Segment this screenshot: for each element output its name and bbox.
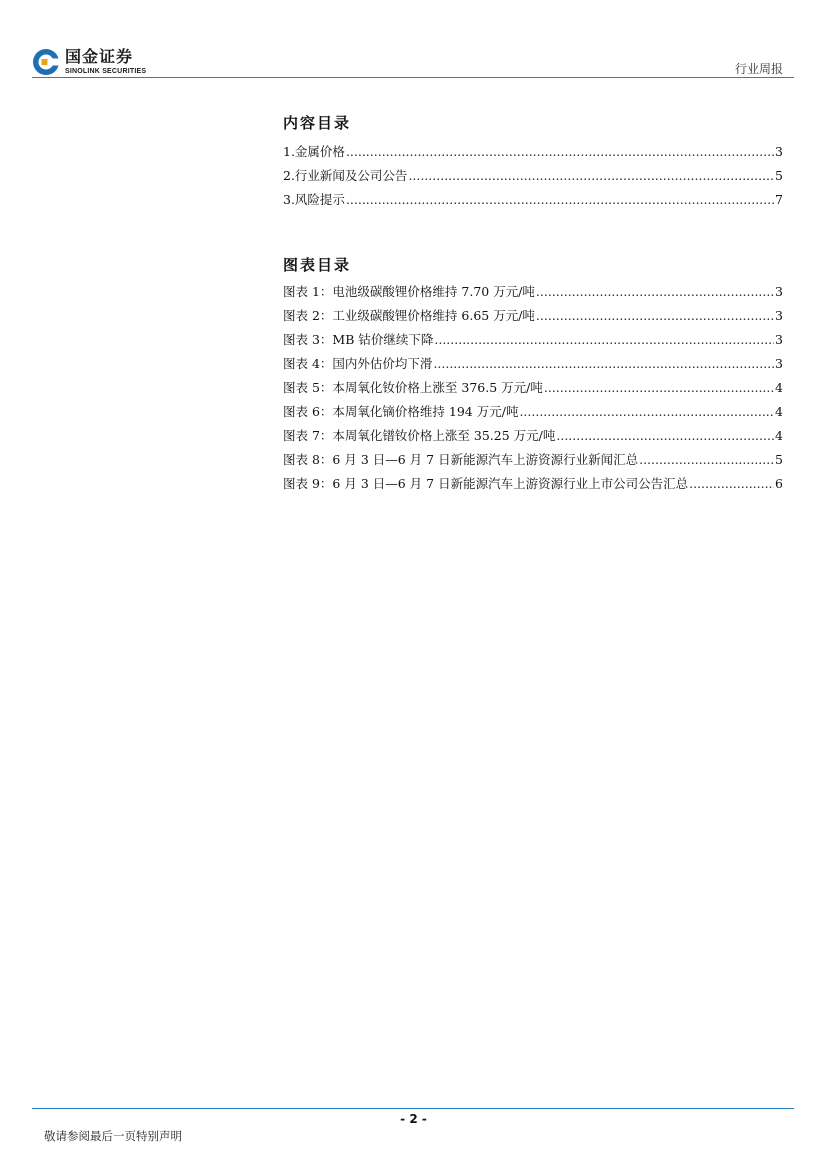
footer-divider: [32, 1108, 794, 1109]
dot-leader: [519, 404, 774, 419]
figure-entry[interactable]: [283, 378, 783, 402]
page-header: [0, 0, 827, 80]
figure-entry[interactable]: [283, 330, 783, 354]
sinolink-logo-icon: [32, 48, 60, 76]
dot-leader: [556, 428, 774, 443]
contents-entry-label: 3.风险提示: [283, 192, 345, 207]
contents-title: 内容目录: [283, 114, 352, 132]
contents-entry-page: 7: [775, 192, 783, 207]
figure-entry-label: 图表 5：本周氧化钕价格上涨至 376.5 万元/吨: [283, 380, 543, 395]
figure-entry-page: 3: [775, 356, 783, 371]
figures-list: [283, 282, 783, 498]
dot-leader: [544, 380, 774, 395]
dot-leader: [536, 308, 774, 323]
figure-entry-label: 图表 4：国内外估价均下滑: [283, 356, 433, 371]
disclaimer-text: 敬请参阅最后一页特别声明: [44, 1129, 182, 1143]
contents-section: [283, 112, 783, 214]
contents-entry-label: 1.金属价格: [283, 144, 345, 159]
figure-entry[interactable]: [283, 402, 783, 426]
dot-leader: [433, 356, 774, 371]
figure-entry-page: 6: [775, 476, 783, 491]
figure-entry-label: 图表 2：工业级碳酸锂价格维持 6.65 万元/吨: [283, 308, 535, 323]
figure-entry-page: 4: [775, 380, 783, 395]
figure-entry-label: 图表 7：本周氧化镨钕价格上涨至 35.25 万元/吨: [283, 428, 556, 443]
dot-leader: [346, 192, 774, 207]
figure-entry[interactable]: [283, 282, 783, 306]
figure-entry[interactable]: [283, 426, 783, 450]
figures-section: [283, 254, 783, 498]
figure-entry-page: 4: [775, 404, 783, 419]
dot-leader: [346, 144, 774, 159]
figure-entry[interactable]: [283, 306, 783, 330]
figure-entry[interactable]: [283, 354, 783, 378]
contents-entry[interactable]: [283, 142, 783, 166]
header-divider: [32, 77, 794, 78]
page-number: - 2 -: [400, 1112, 427, 1126]
logo-english-name: SINOLINK SECURITIES: [65, 68, 147, 75]
figure-entry[interactable]: [283, 474, 783, 498]
figure-entry-page: 4: [775, 428, 783, 443]
contents-list: [283, 142, 783, 214]
logo-chinese-name: 国金证券: [65, 47, 134, 66]
contents-entry[interactable]: [283, 190, 783, 214]
dot-leader: [689, 476, 774, 491]
figure-entry-page: 3: [775, 284, 783, 299]
figure-entry-label: 图表 1：电池级碳酸锂价格维持 7.70 万元/吨: [283, 284, 535, 299]
figure-entry-page: 3: [775, 308, 783, 323]
figures-title: 图表目录: [283, 256, 352, 274]
contents-entry-page: 5: [775, 168, 783, 183]
dot-leader: [536, 284, 774, 299]
figure-entry-label: 图表 9：6 月 3 日—6 月 7 日新能源汽车上游资源行业上市公司公告汇总: [283, 476, 689, 491]
contents-entry[interactable]: [283, 166, 783, 190]
contents-entry-page: 3: [775, 144, 783, 159]
dot-leader: [408, 168, 774, 183]
figure-entry-label: 图表 3：MB 钴价继续下降: [283, 332, 434, 347]
contents-entry-label: 2.行业新闻及公司公告: [283, 168, 408, 183]
figure-entry-label: 图表 6：本周氧化镝价格维持 194 万元/吨: [283, 404, 519, 419]
dot-leader: [434, 332, 774, 347]
dot-leader: [639, 452, 774, 467]
figure-entry[interactable]: [283, 450, 783, 474]
company-logo: [32, 46, 146, 78]
figure-entry-page: 3: [775, 332, 783, 347]
report-type-label: 行业周报: [734, 62, 783, 76]
figure-entry-label: 图表 8：6 月 3 日—6 月 7 日新能源汽车上游资源行业新闻汇总: [283, 452, 639, 467]
figure-entry-page: 5: [775, 452, 783, 467]
